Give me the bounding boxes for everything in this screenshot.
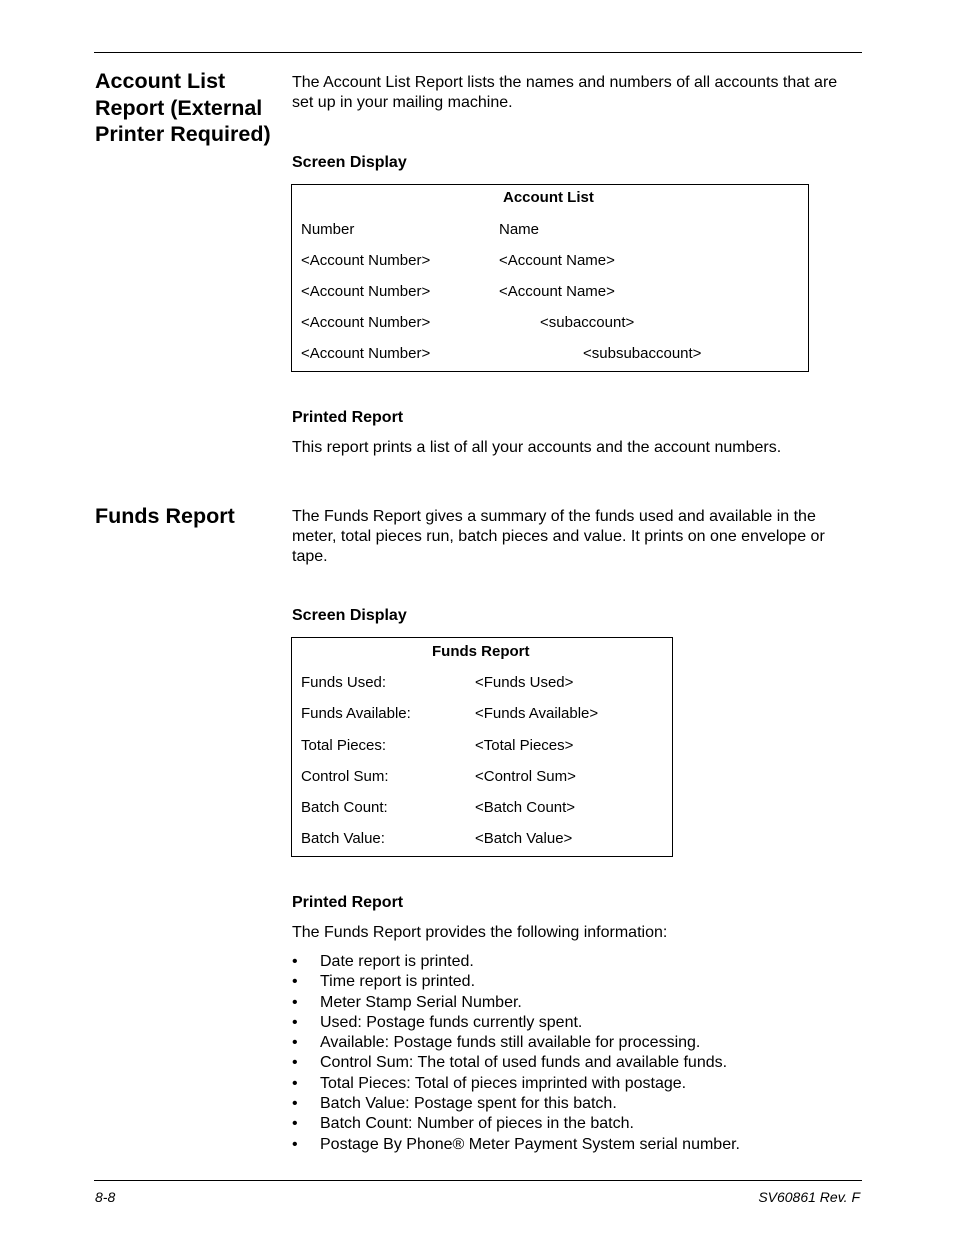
list-item [292,1114,862,1134]
account-list-intro: The Account List Report lists the names and numbers of all accounts that are set up in your mailing machine. [292,74,838,111]
bullet-icon: • [292,973,298,991]
list-item [292,1094,862,1114]
account-row-number: <Account Number> [301,283,431,300]
funds-row-value: <Batch Count> [475,799,576,816]
document-id: SV60861 Rev. F [758,1189,860,1205]
list-item [292,1074,862,1094]
list-item-text: Meter Stamp Serial Number. [320,993,522,1011]
account-row-number: <Account Number> [301,314,431,331]
bullet-icon: • [292,1074,298,1092]
account-row-name: <Account Name> [499,283,615,300]
funds-printed-report-intro: The Funds Report provides the following information: [292,924,668,941]
funds-report-screen-title: Funds Report [432,643,530,660]
list-item [292,972,862,992]
bullet-icon: • [292,1013,298,1031]
account-row-number: <Account Number> [301,252,431,269]
account-printed-report-label: Printed Report [292,409,404,426]
page-number: 8-8 [95,1189,116,1205]
funds-row-value: <Control Sum> [475,768,576,785]
account-row-subaccount: <subaccount> [540,314,635,331]
footer-rule [94,1180,862,1181]
account-printed-report-text: This report prints a list of all your accounts and the account numbers. [292,439,782,456]
bullet-icon: • [292,1054,298,1072]
funds-row-label: Batch Value: [301,830,385,847]
account-col-name-header: Name [499,221,540,238]
account-list-screen-title: Account List [503,189,594,206]
account-row-subsubaccount: <subsubaccount> [583,345,702,362]
bullet-icon: • [292,1115,298,1133]
funds-printed-report-label: Printed Report [292,894,404,911]
funds-row-label: Total Pieces: [301,737,387,754]
funds-row-value: <Total Pieces> [475,737,574,754]
list-item-text: Postage By Phone® Meter Payment System serial number. [320,1135,740,1153]
list-item-text: Available: Postage funds still available for processing. [320,1034,701,1052]
list-item-text: Total Pieces: Total of pieces imprinted with postage. [320,1074,687,1092]
funds-row-value: <Funds Available> [475,705,599,722]
list-item-text: Batch Count: Number of pieces in the batch. [320,1115,634,1133]
account-list-heading: Account List Report (External Printer Required) [95,69,271,146]
funds-row-label: Control Sum: [301,768,389,785]
funds-row-value: <Batch Value> [475,830,573,847]
list-item-text: Time report is printed. [320,973,476,991]
list-item [292,1013,862,1033]
funds-screen-display-label: Screen Display [292,607,407,624]
list-item [292,952,862,972]
list-item-text: Batch Value: Postage spent for this batch. [320,1095,617,1113]
account-col-number-header: Number [301,221,355,238]
funds-row-value: <Funds Used> [475,674,574,691]
account-list-screen [291,184,809,372]
list-item-text: Used: Postage funds currently spent. [320,1013,583,1031]
list-item-text: Control Sum: The total of used funds and available funds. [320,1054,728,1072]
list-item-text: Date report is printed. [320,953,474,970]
list-item [292,993,862,1013]
funds-row-label: Funds Used: [301,674,387,691]
bullet-icon: • [292,953,298,970]
funds-report-screen [291,637,673,857]
funds-report-intro: The Funds Report gives a summary of the funds used and available in the meter, total pieces run, batch pieces and value. It prints on one envelope or tape. [292,508,825,565]
funds-report-heading: Funds Report [95,504,235,528]
funds-row-label: Funds Available: [301,705,411,722]
list-item [292,1033,862,1053]
bullet-icon: • [292,1095,298,1113]
funds-row-label: Batch Count: [301,799,388,816]
account-row-name: <Account Name> [499,252,615,269]
list-item [292,1135,862,1155]
bullet-icon: • [292,993,298,1011]
list-item [292,1053,862,1073]
account-row-number: <Account Number> [301,345,431,362]
bullet-icon: • [292,1135,298,1153]
header-rule [94,52,862,53]
funds-info-list [292,952,862,1155]
account-screen-display-label: Screen Display [292,154,407,171]
bullet-icon: • [292,1034,298,1052]
